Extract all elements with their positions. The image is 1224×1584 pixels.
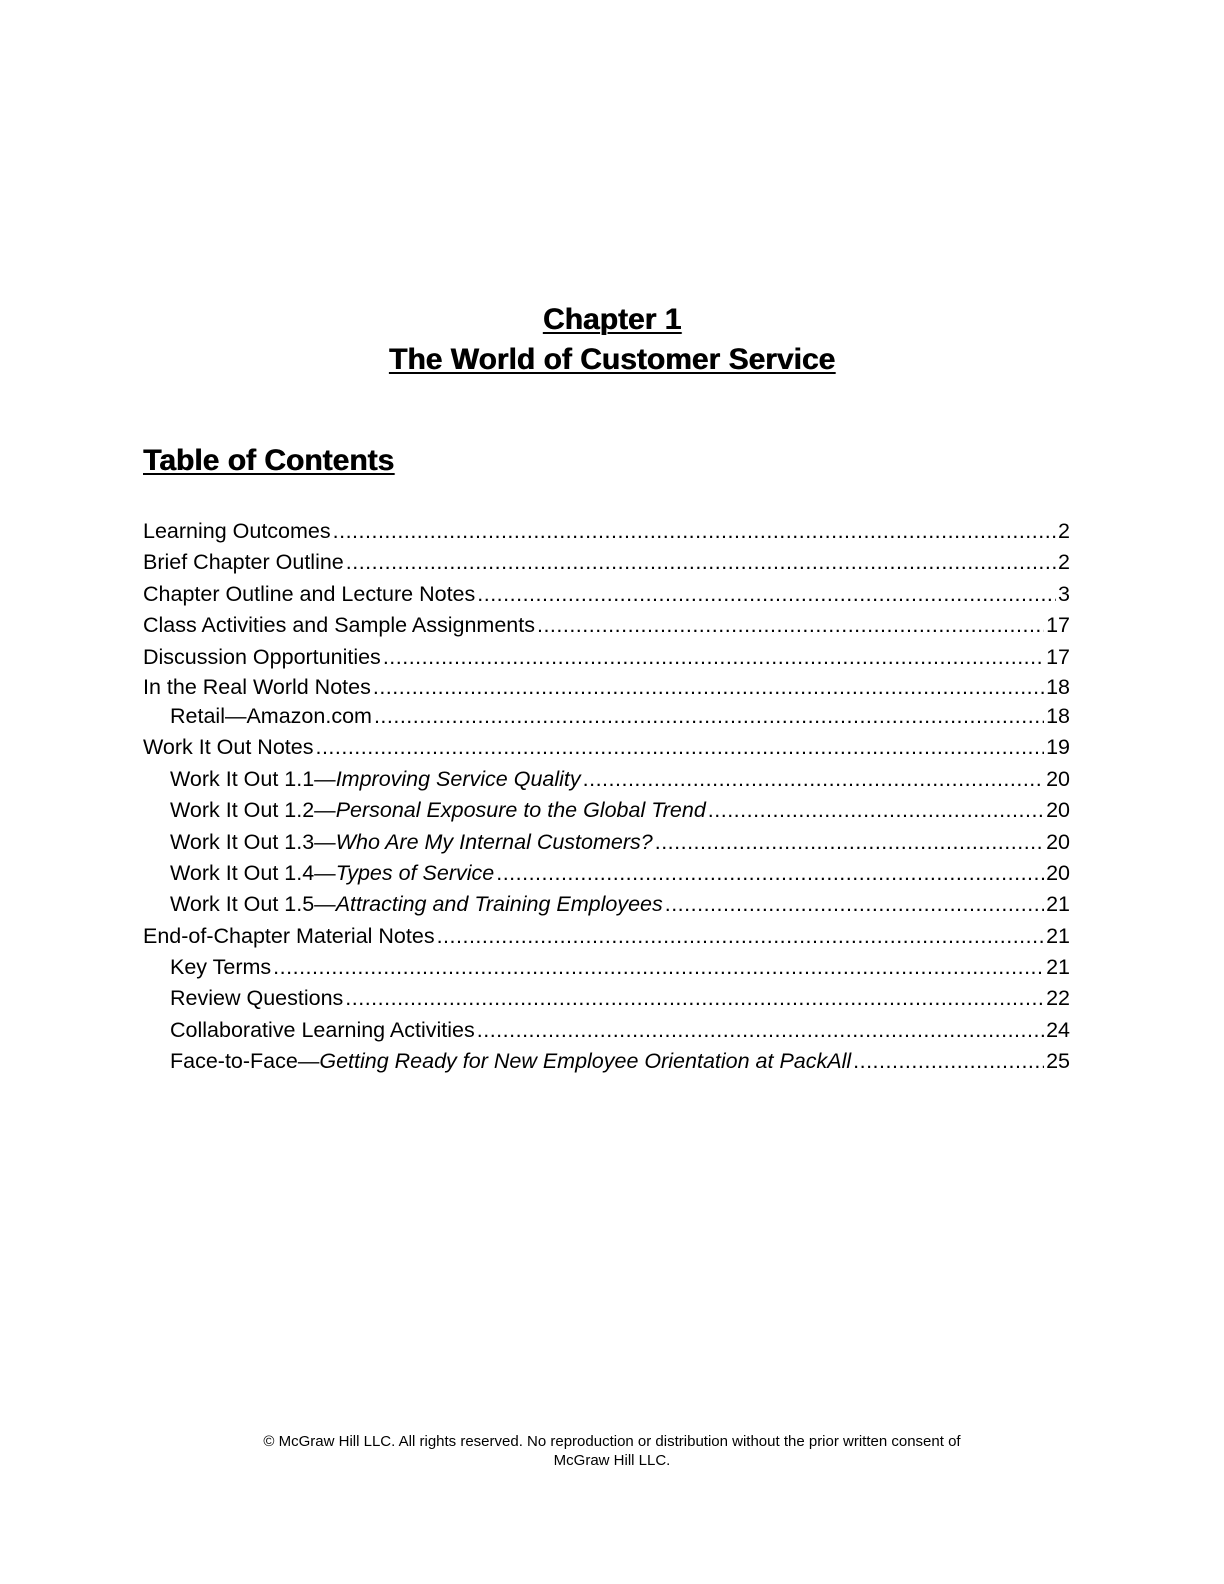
toc-entry-label: Chapter Outline and Lecture Notes [143,581,476,606]
toc-entry[interactable] [143,952,1070,983]
toc-entry[interactable] [143,921,1070,952]
toc-entry-title [143,642,381,673]
toc-page-number: 2 [1058,550,1070,575]
toc-entry[interactable] [143,673,1070,701]
toc-entry-label: Work It Out 1.1— [170,766,336,791]
toc-dot-leader [315,732,1044,763]
toc-page-number: 2 [1058,519,1070,543]
toc-entry-italic-title: Types of Service [335,860,495,885]
toc-page-number: 17 [1046,613,1070,638]
toc-page-number: 21 [1046,955,1070,980]
toc-entry[interactable] [143,579,1070,610]
toc-entry-label: Key Terms [170,955,272,980]
toc-entry-title [170,858,494,889]
toc-entry-title [143,516,331,547]
toc-dot-leader [383,642,1044,673]
toc-page-number: 3 [1058,581,1070,606]
toc-entry-title [143,579,475,610]
toc-entry-label: Face-to-Face— [170,1049,320,1074]
toc-page-number: 24 [1046,1017,1070,1042]
toc-entry-label: Retail—Amazon.com [170,703,372,728]
toc-entry-italic-title: Attracting and Training Employees [335,892,663,917]
toc-dot-leader [853,1046,1044,1077]
toc-entry-title [170,795,706,826]
toc-dot-leader [373,673,1044,701]
copyright-footer [0,1432,1224,1470]
toc-entry-title [170,983,343,1014]
table-of-contents [143,516,1070,1078]
toc-entry[interactable] [143,1015,1070,1046]
toc-page-number: 17 [1046,644,1070,669]
footer-line-2: McGraw Hill LLC. [553,1452,671,1469]
chapter-title: The World of Customer Service [388,343,836,376]
toc-dot-leader [665,889,1044,920]
toc-entry-title [170,827,653,858]
toc-entry[interactable] [143,764,1070,795]
toc-entry[interactable] [143,858,1070,889]
toc-entry-label: Collaborative Learning Activities [170,1017,475,1042]
toc-dot-leader [477,1015,1044,1046]
toc-page-number: 22 [1046,986,1070,1011]
toc-entry-italic-title: Personal Exposure to the Global Trend [335,798,706,823]
toc-page-number: 21 [1046,892,1070,917]
toc-entry-label: Review Questions [170,986,344,1011]
toc-entry-title [170,701,372,732]
toc-entry-italic-title: Who Are My Internal Customers? [335,829,653,854]
toc-entry-title [170,952,271,983]
toc-entry[interactable] [143,701,1070,732]
footer-line-1: © McGraw Hill LLC. All rights reserved. No reproduction or distribution without the prior written consent of [263,1433,961,1450]
toc-dot-leader [437,921,1045,952]
toc-entry[interactable] [143,1046,1070,1077]
toc-dot-leader [345,983,1044,1014]
toc-entry[interactable] [143,827,1070,858]
toc-entry-label: Learning Outcomes [143,519,331,543]
toc-entry[interactable] [143,642,1070,673]
toc-entry[interactable] [143,889,1070,920]
toc-entry-label: Work It Out 1.3— [170,829,336,854]
toc-entry-title [170,1015,475,1046]
toc-entry-label: In the Real World Notes [143,674,371,699]
toc-page-number: 20 [1046,766,1070,791]
toc-entry-label: Work It Out Notes [143,735,314,760]
toc-entry[interactable] [143,732,1070,763]
toc-entry-title [170,889,663,920]
toc-heading: Table of Contents [143,444,395,477]
toc-entry-title [143,547,344,578]
toc-dot-leader [708,795,1044,826]
toc-page-number: 20 [1046,860,1070,885]
toc-entry-label: End-of-Chapter Material Notes [143,923,435,948]
toc-dot-leader [496,858,1044,889]
toc-entry[interactable] [143,610,1070,641]
toc-entry-italic-title: Improving Service Quality [335,766,581,791]
toc-entry-title [143,732,313,763]
toc-entry[interactable] [143,516,1070,547]
toc-entry-label: Brief Chapter Outline [143,550,344,575]
toc-dot-leader [477,579,1056,610]
toc-entry-label: Work It Out 1.2— [170,798,336,823]
toc-dot-leader [374,701,1044,732]
toc-entry-label: Work It Out 1.5— [170,892,336,917]
toc-dot-leader [583,764,1044,795]
toc-entry[interactable] [143,795,1070,826]
toc-dot-leader [333,516,1056,547]
toc-entry-label: Class Activities and Sample Assignments [143,613,535,638]
toc-dot-leader [537,610,1044,641]
toc-entry-label: Discussion Opportunities [143,644,381,669]
toc-entry-title [143,921,435,952]
toc-entry-title [170,764,581,795]
toc-dot-leader [273,952,1044,983]
toc-entry[interactable] [143,983,1070,1014]
chapter-number: Chapter 1 [542,303,682,336]
toc-entry-title [143,673,371,701]
toc-page-number: 19 [1046,735,1070,760]
toc-page-number: 20 [1046,829,1070,854]
toc-entry[interactable] [143,547,1070,578]
toc-page-number: 20 [1046,798,1070,823]
toc-page-number: 18 [1046,674,1070,699]
toc-page-number: 18 [1046,703,1070,728]
toc-page-number: 21 [1046,923,1070,948]
toc-dot-leader [346,547,1056,578]
toc-entry-title [143,610,535,641]
toc-dot-leader [655,827,1044,858]
toc-entry-title [170,1046,851,1077]
toc-entry-label: Work It Out 1.4— [170,860,336,885]
toc-entry-italic-title: Getting Ready for New Employee Orientation at PackAll [319,1049,852,1074]
toc-page-number: 25 [1046,1049,1070,1074]
